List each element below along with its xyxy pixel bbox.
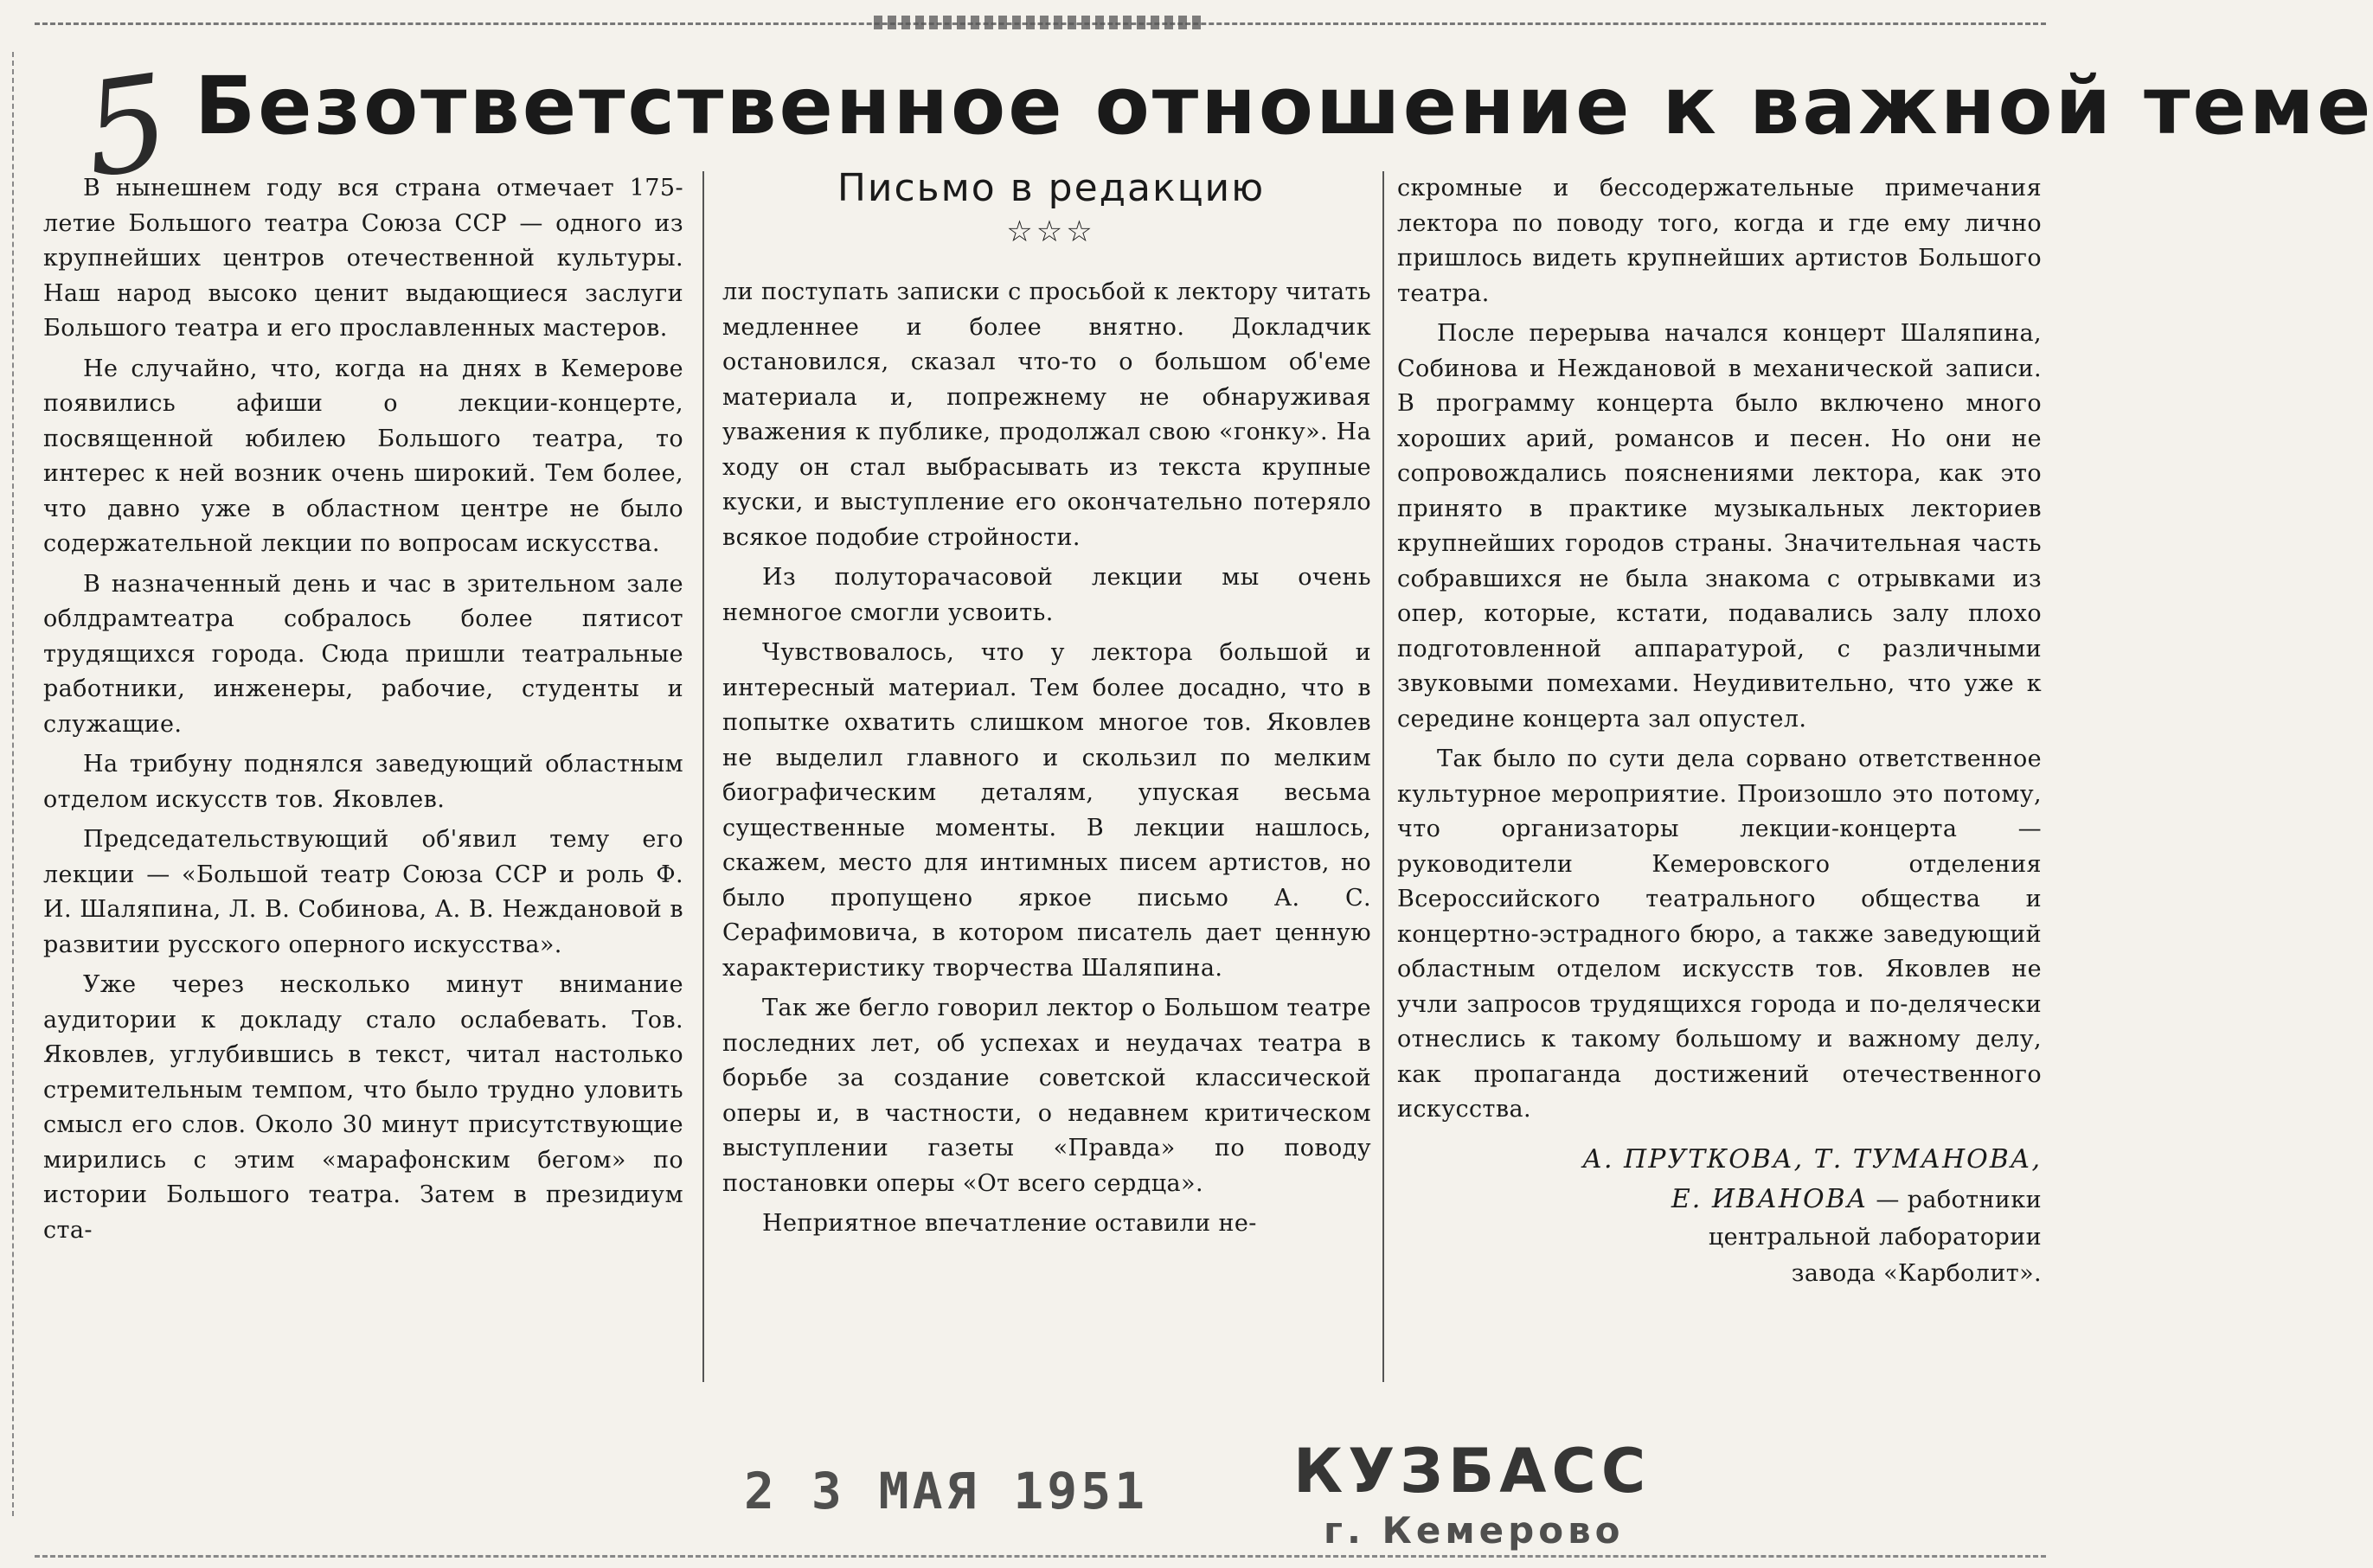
paragraph: Уже через несколько минут внимание аудитории к докладу стало ослабевать. Тов. Яковлев, углубившись в текст, читал настолько стремительным темпом, что было трудно уловить смысл его слов. Около 30 минут присутствующие мирились с этим «марафонским бегом» по истории Большого театра. Затем в президиум ста- bbox=[43, 971, 683, 1244]
article-headline: Безответственное отношение к важной теме bbox=[195, 60, 2373, 152]
paragraph: Так было по сути дела сорвано ответственное культурное мероприятие. Произошло это потому, что организаторы лекции-концерта — руководители Кемеровского отделения Всероссийского театрального общества и концертно-эстрадного бюро, а также заведующий областным отделом искусств тов. Яковлев не учли запросов трудящихся города и по-делячески отнеслись к такому большому и важному делу, как пропаганда достижений отечественного искусства. bbox=[1397, 746, 2042, 1123]
paragraph: Председательствующий об'явил тему его лекции — «Большой театр Союза ССР и роль Ф. И. Шаляпина, Л. В. Собинова, А. В. Неждановой в развитии русского оперного искусства». bbox=[43, 826, 683, 958]
paragraph: Из полуторачасовой лекции мы очень немногое смогли усвоить. bbox=[722, 564, 1371, 626]
signature-role-line-1: — работники bbox=[1876, 1186, 2042, 1213]
bottom-border-rule bbox=[35, 1555, 2046, 1558]
newspaper-name-stamp: КУЗБАСС bbox=[1293, 1436, 1651, 1507]
paragraph: На трибуну поднялся заведующий областным отделом искусств тов. Яковлев. bbox=[43, 751, 683, 813]
article-column-2 bbox=[722, 275, 1371, 1247]
paragraph: ли поступать записки с просьбой к лектору читать медленнее и более внятно. Докладчик остановился, сказал что-то о большом об'еме материала и, попрежнему не обнаруживая уважения к публике, продолжал свою «гонку». На ходу он стал выбрасывать из текста крупные куски, и выступление его окончательно потеряло всякое подобие стройности. bbox=[722, 278, 1371, 551]
signature-names-line-2: Е. ИВАНОВА bbox=[1671, 1183, 1869, 1214]
paragraph: Не случайно, что, когда на днях в Кемерове появились афиши о лекции-концерте, посвященной юбилею Большого театра, то интерес к ней возник очень широкий. Тем более, что давно уже в областном центре не было содержательной лекции по вопросам искусства. bbox=[43, 355, 683, 557]
handwritten-page-number: 5 bbox=[75, 47, 178, 208]
paragraph: скромные и бессодержательные примечания лектора по поводу того, когда и где ему лично пришлось видеть крупнейших артистов Большого театра. bbox=[1397, 175, 2042, 307]
paragraph: Неприятное впечатление оставили не- bbox=[762, 1210, 1257, 1237]
date-stamp: 2 3 МАЯ 1951 bbox=[744, 1462, 1149, 1520]
top-ornament bbox=[874, 16, 1203, 29]
subheading-block bbox=[718, 163, 1384, 249]
column-rule-2 bbox=[1382, 171, 1384, 1382]
signature-names-line-1: А. ПРУТКОВА, Т. ТУМАНОВА, bbox=[1582, 1143, 2042, 1174]
signature-role-line-2: центральной лаборатории bbox=[1708, 1223, 2042, 1251]
paragraph: Так же бегло говорил лектор о Большом театре последних лет, об успехах и неудачах театра в борьбе за создание советской классической оперы и, в частности, о недавнем критическом выступлении газеты «Правда» по поводу постановки оперы «От всего сердца». bbox=[722, 995, 1371, 1197]
city-stamp: г. Кемерово bbox=[1324, 1509, 1625, 1552]
paragraph: Чувствовалось, что у лектора большой и интересный материал. Тем более досадно, что в попытке охватить слишком многое тов. Яковлев не выделил главного и скользил по мелким биографическим деталям, упуская весьма существенные моменты. В лекции нашлось, скажем, место для интимных писем артистов, но было пропущено яркое письмо А. С. Серафимовича, в котором писатель дает ценную характеристику творчества Шаляпина. bbox=[722, 639, 1371, 982]
signature-block bbox=[1397, 1140, 2042, 1292]
article-column-1 bbox=[43, 171, 683, 1253]
article-column-3 bbox=[1397, 171, 2042, 1292]
paragraph: После перерыва начался концерт Шаляпина, Собинова и Неждановой в механической записи. В программу концерта было включено много хороших арий, романсов и песен. Но они не сопровождались пояснениями лектора, как это принято в практике музыкальных лекториев крупнейших городов страны. Значительная часть собравшихся не была знакома с отрывками из опер, которые, кстати, подавались залу плохо подготовленной аппаратурой, с различными звуковыми помехами. Неудивительно, что уже к середине концерта зал опустел. bbox=[1397, 320, 2042, 733]
paragraph: В нынешнем году вся страна отмечает 175-летие Большого театра Союза ССР — одного из крупнейших центров отечественной культуры. Наш народ высоко ценит выдающиеся заслуги Большого театра и его прославленных мастеров. bbox=[43, 175, 683, 342]
letter-to-editor-label: Письмо в редакцию bbox=[837, 166, 1266, 210]
left-border-rule bbox=[12, 52, 14, 1516]
column-rule-1 bbox=[702, 171, 704, 1382]
star-divider: ☆☆☆ bbox=[1006, 214, 1096, 249]
signature-role-line-3: завода «Карболит». bbox=[1791, 1259, 2042, 1287]
paragraph: В назначенный день и час в зрительном зале облдрамтеатра собралось более пятисот трудящихся города. Сюда пришли театральные работники, инженеры, рабочие, студенты и служащие. bbox=[43, 570, 683, 738]
